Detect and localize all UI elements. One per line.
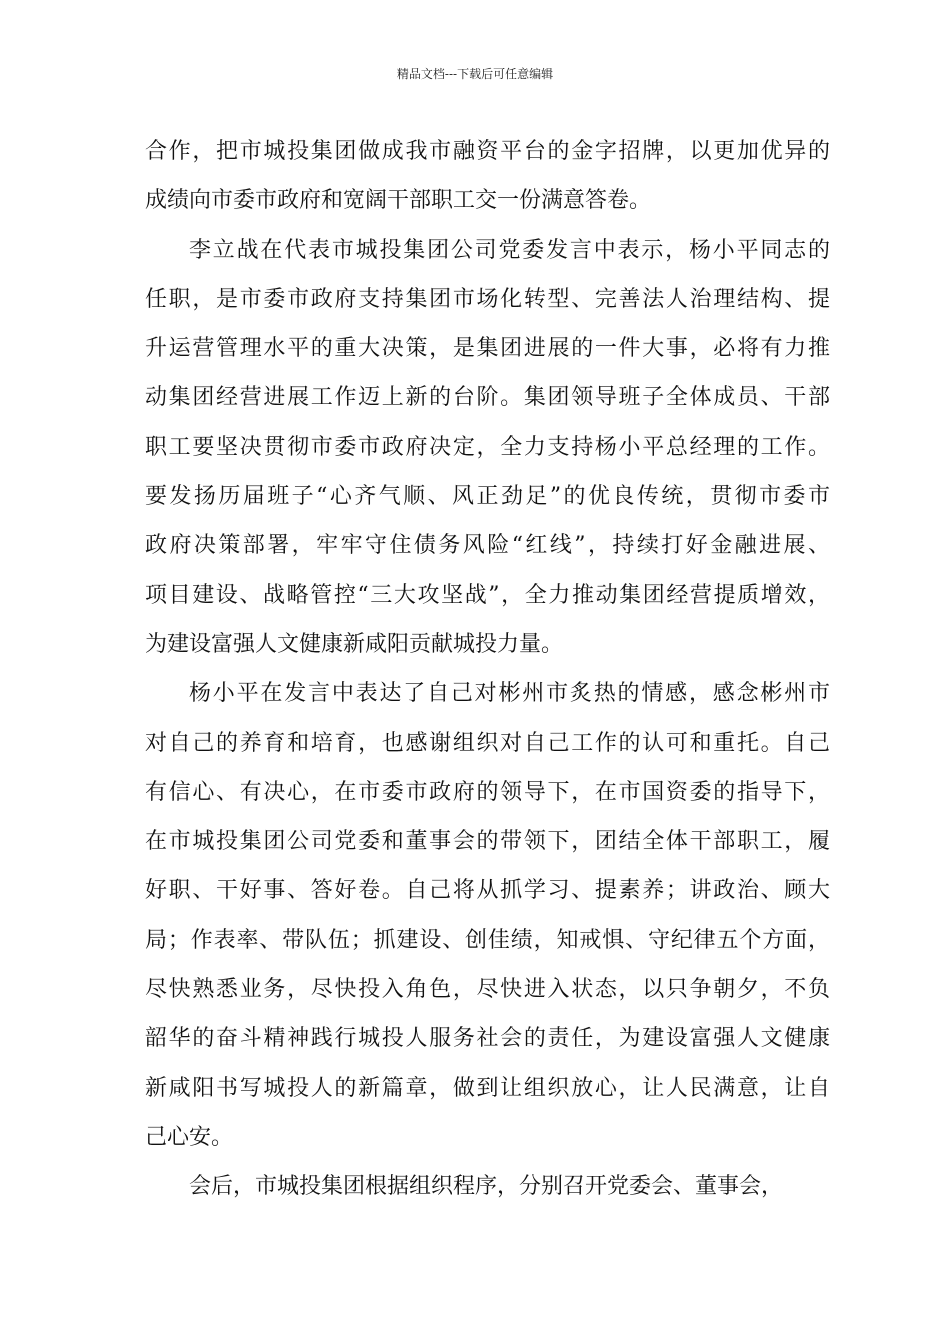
text-line: 会后，市城投集团根据组织程序，分别召开党委会、董事会， xyxy=(189,1174,784,1200)
text-line: 职工要坚决贯彻市委市政府决定，全力支持杨小平总经理的工作。 xyxy=(145,434,830,460)
text-line: 己心安。 xyxy=(145,1124,234,1150)
text-line: 要发扬历届班子“心齐气顺、风正劲足”的优良传统，贯彻市委市 xyxy=(145,484,830,510)
text-line: 成绩向市委市政府和宽阔干部职工交一份满意答卷。 xyxy=(145,188,652,214)
text-line: 任职，是市委市政府支持集团市场化转型、完善法人治理结构、提 xyxy=(145,286,830,312)
text-line: 项目建设、战略管控“三大攻坚战”，全力推动集团经营提质增效， xyxy=(145,582,830,608)
text-line: 新咸阳书写城投人的新篇章，做到让组织放心，让人民满意，让自 xyxy=(145,1075,830,1101)
text-line: 好职、干好事、答好卷。自己将从抓学习、提素养；讲政治、顾大 xyxy=(145,878,830,904)
page-header: 精品文档---下载后可任意编辑 xyxy=(396,67,554,81)
text-line: 合作，把市城投集团做成我市融资平台的金字招牌，以更加优异的 xyxy=(145,139,830,164)
text-line: 杨小平在发言中表达了自己对彬州市炙热的情感，感念彬州市 xyxy=(189,681,830,707)
text-line: 韶华的奋斗精神践行城投人服务社会的责任，为建设富强人文健康 xyxy=(145,1026,830,1052)
text-line: 升运营管理水平的重大决策，是集团进展的一件大事，必将有力推 xyxy=(145,336,830,362)
text-line: 局；作表率、带队伍；抓建设、创佳绩，知戒惧、守纪律五个方面， xyxy=(145,927,830,953)
text-line: 李立战在代表市城投集团公司党委发言中表示，杨小平同志的 xyxy=(189,237,830,263)
document-body xyxy=(145,132,830,1217)
text-line: 动集团经营进展工作迈上新的台阶。集团领导班子全体成员、干部 xyxy=(145,385,830,411)
text-line: 尽快熟悉业务，尽快投入角色，尽快进入状态，以只争朝夕，不负 xyxy=(145,977,830,1003)
text-line: 为建设富强人文健康新咸阳贡献城投力量。 xyxy=(145,631,564,657)
text-line: 有信心、有决心，在市委市政府的领导下，在市国资委的指导下， xyxy=(145,779,830,805)
text-line: 对自己的养育和培育，也感谢组织对自己工作的认可和重托。自己 xyxy=(145,730,830,756)
text-line: 在市城投集团公司党委和董事会的带领下，团结全体干部职工，履 xyxy=(145,829,830,855)
text-line: 政府决策部署，牢牢守住债务风险“红线”，持续打好金融进展、 xyxy=(145,533,830,559)
